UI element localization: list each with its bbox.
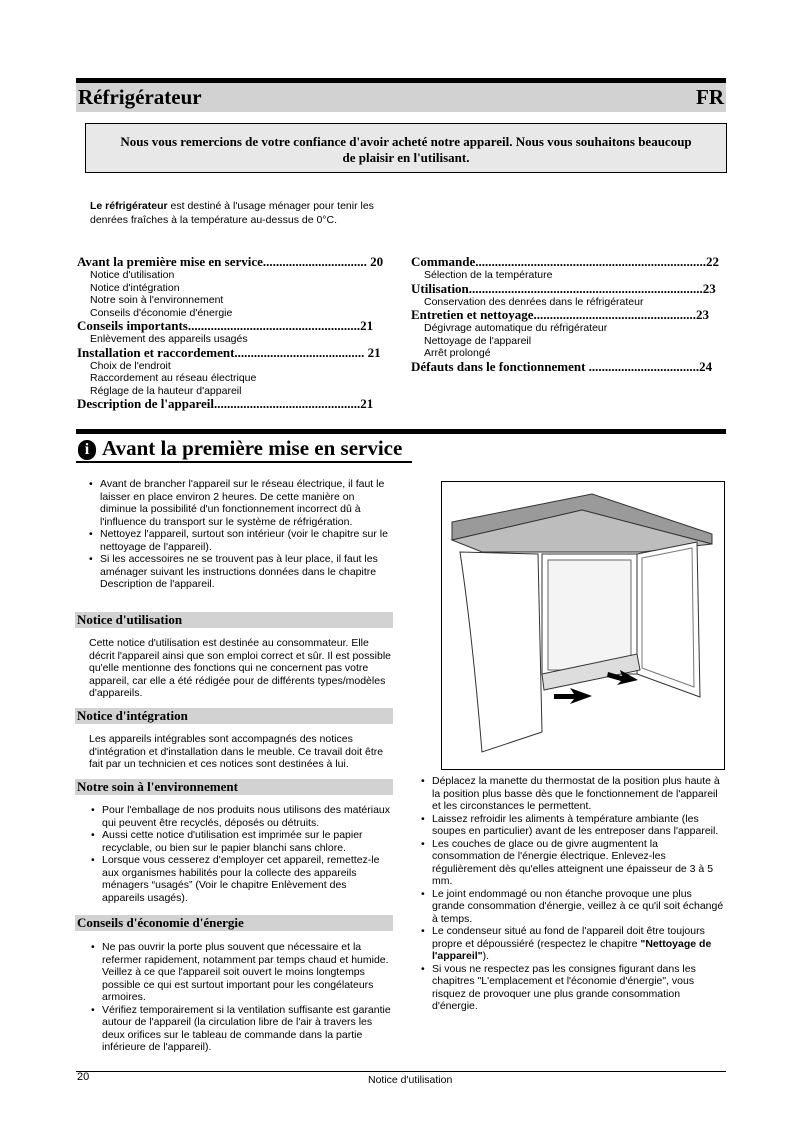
toc-entry[interactable]: Avant la première mise en service................................ 20 [77,254,384,269]
toc-entry[interactable]: Installation et raccordement........................................ 21 [77,344,381,360]
list-item: • Ne pas ouvrir la porte plus souvent que nécessaire et la refermer rapidement, notamment par temps chaud et humide. Veillez à ce que l'appareil soit ouvert le moins longtemps possible ce qui est surtout important pour les congélateurs armoires. [102,941,392,1004]
list-item: • Nettoyez l'appareil, surtout son intérieur (voir le chapitre sur le nettoyage de l'appareil). [100,528,393,553]
toc-entry[interactable]: Commande.......................................................................22 [411,254,720,269]
subheading-energie: Conseils d'économie d'énergie [75,915,393,931]
toc-entry[interactable]: Description de l'appareil.............................................21 [77,396,374,411]
toc-subentry[interactable]: Nettoyage de l'appareil [424,334,532,347]
toc-subentry[interactable]: Sélection de la température [424,269,553,281]
subheading-notice-utilisation: Notice d'utilisation [75,612,393,628]
list-item: • Les couches de glace ou de givre augmentent la consommation de l'énergie électrique. Enlevez-les régulièrement dès qu'elles atteignent une épaisseur de 3 à 5 mm. [432,838,725,888]
list-item: • Si vous ne respectez pas les consignes figurant dans les chapitres "L'emplacement et l'économie d'énergie", vous risquez de provoquer une plus grande consommation d'énergie. [432,963,725,1013]
language-code: FR [696,85,724,109]
toc-entry[interactable]: Utilisation........................................................................23 [411,280,716,296]
energie-bullet-list [90,941,392,1054]
list-item: • Avant de brancher l'appareil sur le réseau électrique, il faut le laisser en place environ 2 heures. De cette manière on diminue la possibilité d'un fonctionnement incorrect dû à l'influence du transport sur le système de réfrigération. [100,478,393,528]
appliance-illustration [441,481,725,770]
notice-integration-text: Les appareils intégrables sont accompagnés des notices d'intégration et d'installation dans le meuble. Ce travail doit être fait par un technicien et ces notices sont destinées à lui. [89,733,384,770]
list-item: • Vérifiez temporairement si la ventilation suffisante est garantie autour de l'appareil (la circulation libre de l'air à travers les deux orifices sur le tableau de commande dans la partie inférieure de l'appareil). [102,1004,392,1054]
toc-left [77,255,390,411]
toc-entry[interactable]: Entretien et nettoyage..................................................23 [411,307,710,322]
description-text: est destiné à l'usage ménager pour tenir les denrées fraîches à la température au-dessus de 0°C. [90,200,374,226]
section-underline [76,461,412,463]
toc-subentry[interactable]: Choix de l'endroit [90,359,171,372]
footer-title: Notice d'utilisation [368,1074,453,1086]
toc-entry[interactable]: Conseils importants.....................................................21 [77,318,374,333]
section-title-text: Avant la première mise en service [102,436,403,460]
toc-subentry[interactable]: Arrêt prolongé [424,347,491,359]
toc-subentry[interactable]: Notre soin à l'environnement [90,294,224,306]
info-icon: i [78,440,96,460]
description-bold: Le réfrigérateur [90,200,168,212]
toc-right [411,255,724,374]
environnement-bullet-list [90,804,390,904]
subheading-environnement: Notre soin à l'environnement [75,779,393,795]
toc-entry[interactable]: Défauts dans le fonctionnement ..................................24 [411,358,713,374]
toc-subentry[interactable]: Réglage de la hauteur d'appareil [90,384,242,397]
list-item-text: Le condenseur situé au fond de l'appareil doit être toujours propre et dépoussiéré (respectez le chapitre [432,925,705,950]
footer-rule [76,1071,726,1072]
list-item: • Aussi cette notice d'utilisation est imprimée sur le papier recyclable, ou bien sur le papier blanchi sans chlore. [102,829,390,854]
list-item-tail: ). [482,950,490,962]
list-item [432,925,725,963]
subheading-notice-integration: Notice d'intégration [75,708,393,724]
intro-box: Nous vous remercions de votre confiance d'avoir acheté notre appareil. Nous vous souhaitons beaucoup de plaisir en l'utilisant. [85,123,727,173]
page-title: Réfrigérateur [78,85,202,109]
right-bullet-list [420,775,725,1013]
toc-subentry[interactable]: Enlèvement des appareils usagés [90,333,248,345]
toc-subentry[interactable]: Notice d'utilisation [90,269,175,281]
list-item: • Pour l'emballage de nos produits nous utilisons des matériaux qui peuvent être recyclés, déposés ou détruits. [102,804,390,829]
list-item: • Si les accessoires ne se trouvent pas à leur place, il faut les aménager suivant les instructions données dans le chapitre Description de l'appareil. [100,553,393,591]
notice-utilisation-text: Cette notice d'utilisation est destinée au consommateur. Elle décrit l'appareil ainsi que son emploi correct et sûr. Il est possible qu'elle mentionne des fonctions qui ne concernent pas votre appareil, car elle a été rédigée pour de différents types/modèles d'appareils. [89,637,391,699]
list-item: • Déplacez la manette du thermostat de la position plus haute à la position plus basse dès que le fonctionnement de l'appareil et les circonstances le permettent. [432,775,725,813]
toc-subentry[interactable]: Notice d'intégration [90,281,180,294]
list-item: • Laissez refroidir les aliments à température ambiante (les soupes en particulier) avant de les entreposer dans l'appareil. [432,813,725,838]
toc-subentry[interactable]: Raccordement au réseau électrique [90,372,257,384]
list-item: • Le joint endommagé ou non étanche provoque une plus grande consommation d'énergie, veillez à ce qu'il soit échangé à temps. [432,888,725,926]
appliance-drawing [442,482,724,769]
product-description [90,199,390,227]
toc-subentry[interactable]: Dégivrage automatique du réfrigérateur [424,322,608,334]
cross-reference[interactable]: "Nettoyage de l'appareil" [432,937,712,962]
toc-subentry[interactable]: Conseils d'économie d'énergie [90,306,233,319]
page-number: 20 [77,1071,90,1083]
intro-bullet-list [88,478,393,591]
toc-subentry[interactable]: Conservation des denrées dans le réfrigérateur [424,295,644,308]
list-item: • Lorsque vous cesserez d'employer cet appareil, remettez-le aux organismes habilités pour la collecte des appareils ménagers “usagés” (Voir le chapitre Enlèvement des appareils usagés). [102,854,390,904]
section-title [78,436,402,461]
section-rule [76,429,726,434]
